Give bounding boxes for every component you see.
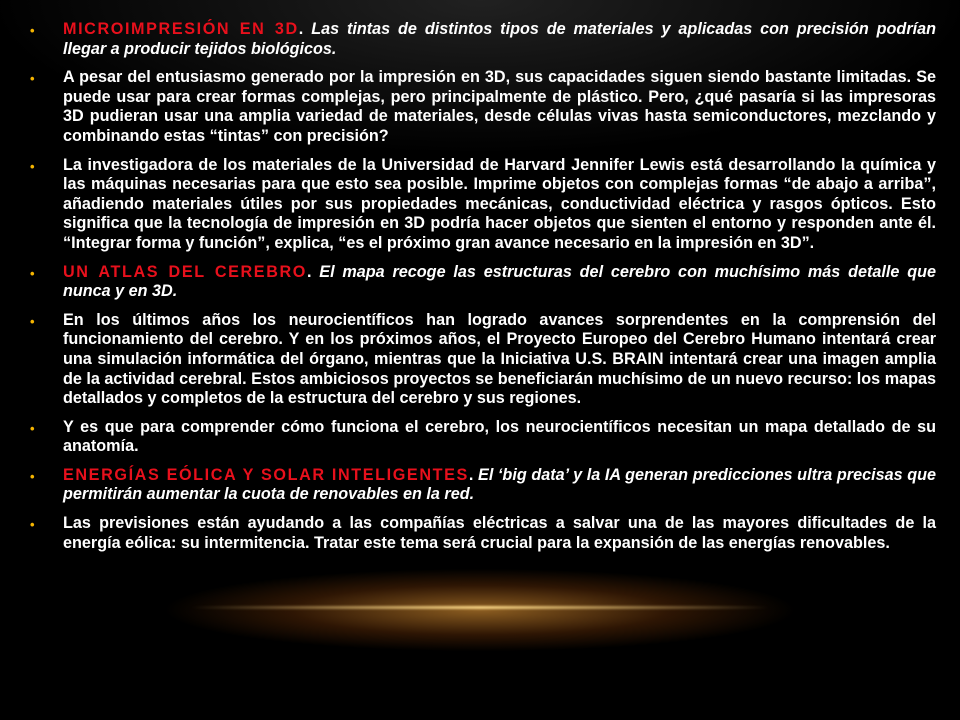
heading-period: . <box>298 20 312 38</box>
list-item-microimpresion <box>30 20 936 59</box>
orange-glow-streak <box>190 606 770 609</box>
list-item-energias <box>30 466 936 505</box>
section-subtitle: Las tintas de distintos tipos de materiales y aplicadas con precisión podrían llegar a producir tejidos biológicos. <box>63 20 937 58</box>
heading-period: . <box>306 262 320 281</box>
list-item-paragraph <box>30 418 936 457</box>
heading-period: . <box>468 465 479 484</box>
paragraph-text: En los últimos años los neurocientíficos han logrado avances sorprendentes en la comprensión del funcionamiento del cerebro. Y en los próximos años, el Proyecto Europeo del Cerebro Humano intentará crear una simulación informática del órgano, mientras que la Iniciativa U.S. BRAIN intentará crear una imagen amplia de la actividad cerebral. Estos ambiciosos proyectos se beneficiarán muchísimo de un nuevo recurso: los mapas detallados y completos de la estructura del cerebro y sus regiones. <box>63 310 936 408</box>
paragraph-text: Las previsiones están ayudando a las compañías eléctricas a salvar una de las mayores dificultades de la energía eólica: su intermitencia. Tratar este tema será crucial para la expansión de las energías renovables. <box>63 514 936 552</box>
bullet-icon: • <box>30 71 35 87</box>
bullet-list <box>30 20 936 553</box>
list-item-paragraph <box>30 311 936 409</box>
paragraph-text: Y es que para comprender cómo funciona el cerebro, los neurocientíficos necesitan un mapa detallado de su anatomía. <box>63 417 936 456</box>
list-item-paragraph <box>30 68 936 146</box>
bullet-icon: • <box>30 23 35 38</box>
bullet-icon: • <box>30 313 35 329</box>
bullet-icon: • <box>30 420 35 436</box>
bullet-icon: • <box>30 265 35 281</box>
list-item-paragraph <box>30 156 936 254</box>
bullet-icon: • <box>30 158 35 174</box>
list-item-paragraph <box>30 514 936 553</box>
bullet-icon: • <box>30 517 35 533</box>
section-heading: UN ATLAS DEL CEREBRO <box>63 262 307 281</box>
section-subtitle: El mapa recoge las estructuras del cerebro con muchísimo más detalle que nunca y en 3D. <box>63 262 936 301</box>
bullet-icon: • <box>30 468 35 484</box>
list-item-atlas <box>30 263 936 302</box>
slide-content <box>30 20 936 562</box>
section-heading: ENERGÍAS EÓLICA Y SOLAR INTELIGENTES <box>63 465 469 484</box>
paragraph-text: La investigadora de los materiales de la Universidad de Harvard Jennifer Lewis está desarrollando la química y las máquinas necesarias para que esto sea posible. Imprime objetos con complejas formas “de abajo a arriba”, añadiendo materiales útiles por sus propiedades mecánicas, conductividad eléctrica y rasgos ópticos. Esto significa que la tecnología de impresión en 3D podría hacer objetos que sienten el entorno y responden ante él. “Integrar forma y función”, explica, “es el próximo gran avance necesario en la impresión en 3D”. <box>63 155 936 252</box>
paragraph-text: A pesar del entusiasmo generado por la impresión en 3D, sus capacidades siguen siendo bastante limitadas. Se puede usar para crear formas complejas, pero principalmente de plástico. Pero, ¿qué pasaría si las impresoras 3D pudieran usar una amplia variedad de materiales, desde células vivas hasta semiconductores, mezclando y combinando estas “tintas” con precisión? <box>63 68 936 145</box>
section-subtitle: El ‘big data’ y la IA generan predicciones ultra precisas que permitirán aumentar la cuota de renovables en la red. <box>63 465 936 504</box>
section-heading: MICROIMPRESIÓN EN 3D <box>63 20 299 38</box>
